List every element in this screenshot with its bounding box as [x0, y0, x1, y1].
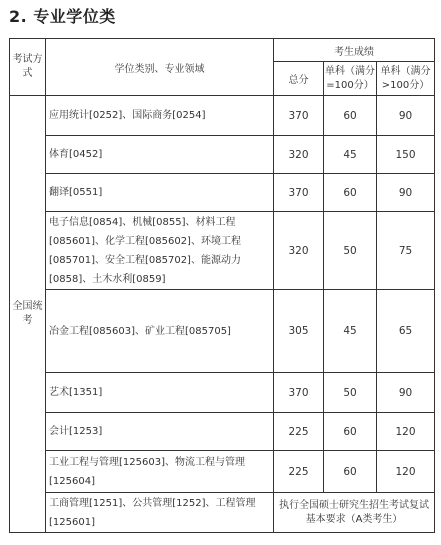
row-total: 225 [274, 413, 324, 451]
row-category: 电子信息[0854]、机械[0855]、材料工程[085601]、化学工程[085602]、环境工程[085701]、安全工程[085702]、能源动力[0858]、土木水利[0859] [46, 212, 274, 290]
table-row [10, 174, 435, 212]
row-category: 工商管理[1251]、公共管理[1252]、工程管理[125601] [46, 493, 274, 533]
row-category: 体育[0452] [46, 136, 274, 174]
row-single-le100: 50 [324, 212, 377, 290]
row-total: 370 [274, 96, 324, 136]
table-row [10, 413, 435, 451]
row-category: 工业工程与管理[125603]、物流工程与管理[125604] [46, 451, 274, 493]
table-row [10, 290, 435, 373]
row-single-le100: 60 [324, 174, 377, 212]
table-row [10, 212, 435, 290]
table-row [10, 451, 435, 493]
row-category: 应用统计[0252]、国际商务[0254] [46, 96, 274, 136]
row-requirement-note: 执行全国硕士研究生招生考试复试基本要求（A类考生） [274, 493, 435, 533]
header-category: 学位类别、专业领域 [46, 39, 274, 96]
header-total: 总分 [274, 62, 324, 96]
section-title: 2. 专业学位类 [9, 7, 116, 26]
score-table [9, 38, 435, 533]
row-single-gt100: 90 [377, 174, 435, 212]
row-total: 320 [274, 212, 324, 290]
row-single-le100: 60 [324, 451, 377, 493]
row-single-le100: 45 [324, 136, 377, 174]
row-category: 会计[1253] [46, 413, 274, 451]
row-total: 370 [274, 373, 324, 413]
row-single-le100: 50 [324, 373, 377, 413]
header-scores: 考生成绩 [274, 39, 435, 62]
header-single-gt100: 单科（满分>100分） [377, 62, 435, 96]
table-row [10, 136, 435, 174]
header-exam-mode: 考试方式 [10, 39, 46, 96]
row-single-gt100: 65 [377, 290, 435, 373]
row-single-gt100: 120 [377, 451, 435, 493]
row-total: 305 [274, 290, 324, 373]
row-single-le100: 45 [324, 290, 377, 373]
table-row [10, 96, 435, 136]
row-single-le100: 60 [324, 413, 377, 451]
row-single-gt100: 120 [377, 413, 435, 451]
table-row [10, 373, 435, 413]
header-single-le100: 单科（满分=100分） [324, 62, 377, 96]
row-single-gt100: 150 [377, 136, 435, 174]
table-row [10, 493, 435, 533]
row-category: 翻译[0551] [46, 174, 274, 212]
row-single-gt100: 75 [377, 212, 435, 290]
row-category: 艺术[1351] [46, 373, 274, 413]
row-single-gt100: 90 [377, 373, 435, 413]
exam-mode-cell: 全国统考 [10, 96, 46, 533]
row-single-le100: 60 [324, 96, 377, 136]
row-total: 225 [274, 451, 324, 493]
row-total: 320 [274, 136, 324, 174]
row-total: 370 [274, 174, 324, 212]
row-category: 冶金工程[085603]、矿业工程[085705] [46, 290, 274, 373]
row-single-gt100: 90 [377, 96, 435, 136]
